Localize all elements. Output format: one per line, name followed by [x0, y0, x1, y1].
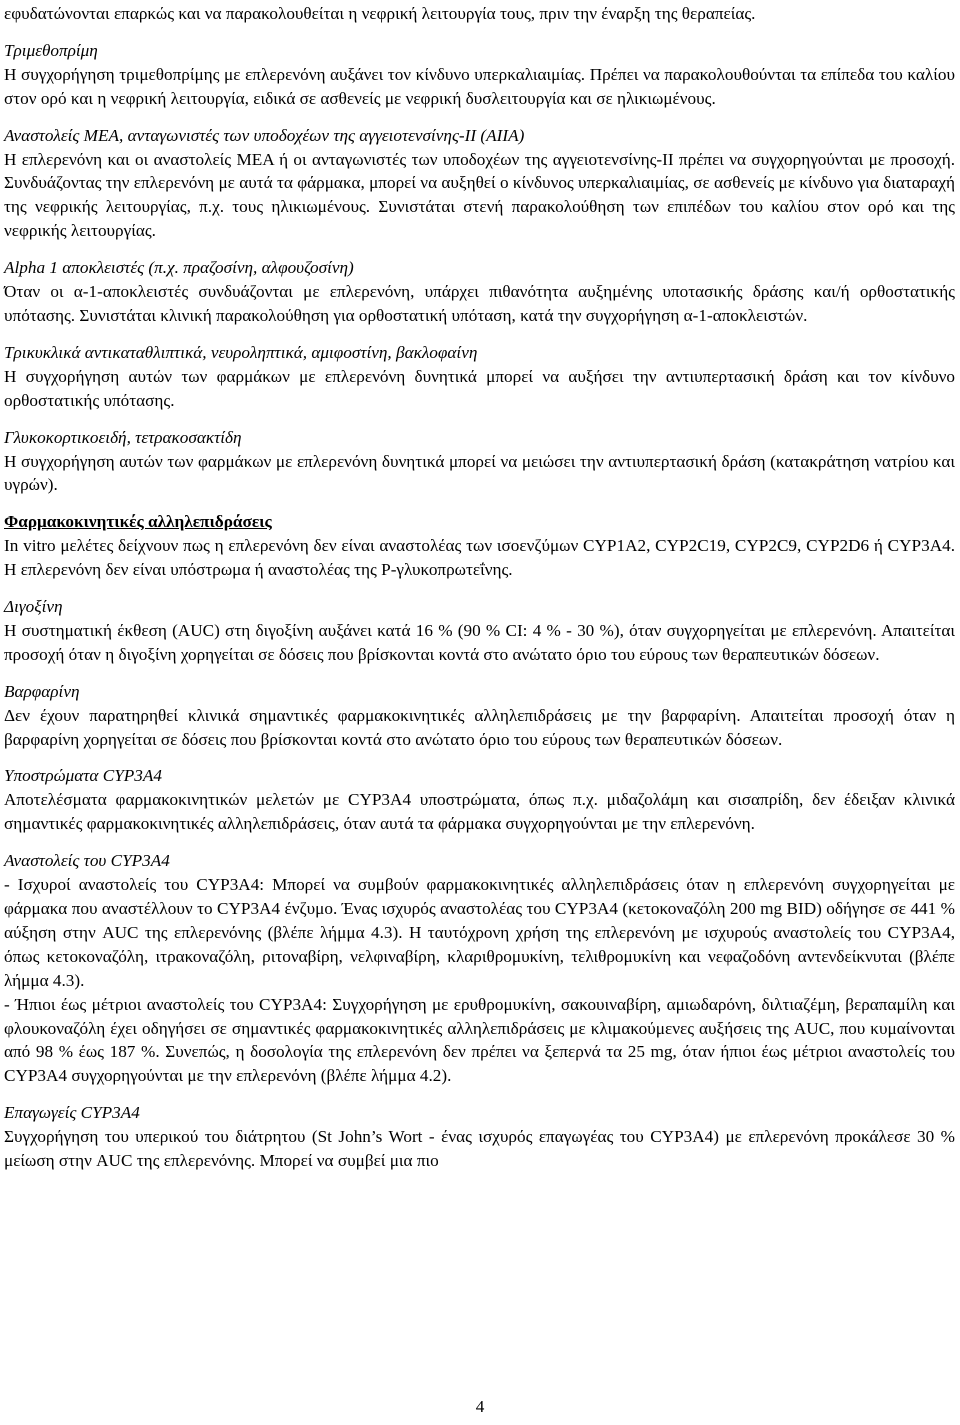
paragraph: - Ήπιοι έως μέτριοι αναστολείς του CYP3A4: Συγχορήγηση με ερυθρομυκίνη, σακουιναβίρη, αμιωδαρόνη, διλτιαζέμη, βεραπαμίλη και φλουκοναζόλη έχει οδηγήσει σε σημαντικές φαρμακοκινητικές αλληλεπιδράσεις με κλιμακούμενες αυξήσεις της AUC, που κυμαίνονται από 98 % έως 187 %. Συνεπώς, η δοσολογία της επλερενόνη δεν πρέπει να ξεπερνά τα 25 mg, όταν ήπιοι έως μέτριοι αναστολείς του CYP3A4 συγχορηγούνται με την επλερενόνη (βλέπε λήμμα 4.2). [4, 994, 955, 1086]
section-heading: Υποστρώματα CYP3A4 [4, 766, 162, 786]
paragraph: Αποτελέσματα φαρμακοκινητικών μελετών με CYP3A4 υποστρώματα, όπως π.χ. μιδαζολάμη και σισαπρίδη, δεν έδειξαν κλινικά σημαντικές φαρμακοκινητικές αλληλεπιδράσεις, όταν αυτά τα φάρμακα συγχορηγούνται με την επλερενόνη. [4, 790, 955, 834]
paragraph: Η συστηματική έκθεση (AUC) στη διγοξίνη αυξάνει κατά 16 % (90 % CI: 4 % - 30 %), όταν συγχορηγείται με επλερενόνη. Απαιτείται προσοχή όταν η διγοξίνη χορηγείται σε δόσεις που βρίσκονται κοντά στο ανώτατο όριο του εύρους των θεραπευτικών δόσεων. [4, 620, 955, 664]
section-trimethoprim [4, 39, 955, 111]
section-alpha1-blockers [4, 256, 955, 328]
section-glucocorticoids [4, 426, 955, 498]
document-body [4, 2, 955, 1186]
paragraph: Η επλερενόνη και οι αναστολείς ΜΕΑ ή οι ανταγωνιστές των υποδοχέων της αγγειοτενσίνης-ΙΙ πρέπει να συγχορηγούνται με προσοχή. Συνδυάζοντας την επλερενόνη με αυτά τα φάρμακα, μπορεί να αυξηθεί ο κίνδυνος υπερκαλιαιμίας, σε ασθενείς με κίνδυνο για διαταραχή της νεφρικής λειτουργίας, π.χ. τους ηλικιωμένους. Συνιστάται στενή παρακολούθηση των επιπέδων του καλίου στον ορό και της νεφρικής λειτουργίας. [4, 149, 955, 241]
paragraph: - Ισχυροί αναστολείς του CYP3A4: Μπορεί να συμβούν φαρμακοκινητικές αλληλεπιδράσεις όταν η επλερενόνη συγχορηγείται με φάρμακα που αναστέλλουν το CYP3A4 ένζυμο. Ένας ισχυρός αναστολέας του CYP3A4 (κετοκοναζόλη 200 mg BID) οδήγησε σε 441 % αύξηση στην AUC της επλερενόνης (βλέπε λήμμα 4.3). Η ταυτόχρονη χρήση της επλερενόνη με ισχυρούς αναστολείς του CYP3A4, όπως κετοκοναζόλη, ιτρακοναζόλη, ριτοναβίρη, νελφιναβίρη, κλαριθρομυκίνη, τελιθρομυκίνη και νεφαζοδόνη αντενδείκνυται (βλέπε λήμμα 4.3). [4, 875, 955, 990]
section-pharmacokinetic-interactions [4, 510, 955, 582]
paragraph: εφυδατώνονται επαρκώς και να παρακολουθείται η νεφρική λειτουργία τους, πριν την έναρξη της θεραπείας. [4, 4, 756, 23]
paragraph: Όταν οι α-1-αποκλειστές συνδυάζονται με επλερενόνη, υπάρχει πιθανότητα αυξημένης υποτασικής δράσης και/ή ορθοστατικής υπότασης. Συνιστάται κλινική παρακολούθηση για ορθοστατική υπόταση, κατά την συγχορήγηση α-1-αποκλειστών. [4, 282, 955, 325]
section-heading: Τρικυκλικά αντικαταθλιπτικά, νευροληπτικά, αμιφοστίνη, βακλοφαίνη [4, 342, 478, 362]
section-renal-monitoring [4, 2, 955, 26]
section-cyp3a4-inducers [4, 1101, 955, 1173]
section-ace-inhibitors [4, 124, 955, 244]
section-heading: Γλυκοκορτικοειδή, τετρακοσακτίδη [4, 427, 242, 447]
page-number: 4 [475, 1397, 485, 1416]
section-cyp3a4-substrates [4, 764, 955, 836]
section-heading: Διγοξίνη [4, 597, 63, 617]
section-heading: Επαγωγείς CYP3A4 [4, 1103, 140, 1123]
section-heading: Τριμεθοπρίμη [4, 40, 98, 60]
section-heading: Φαρμακοκινητικές αλληλεπιδράσεις [4, 512, 272, 532]
section-warfarin [4, 680, 955, 752]
section-cyp3a4-inhibitors [4, 849, 955, 1088]
paragraph: Η συγχορήγηση αυτών των φαρμάκων με επλερενόνη δυνητικά μπορεί να μειώσει την αντιυπερτασική δράση (κατακράτηση νατρίου και υγρών). [4, 451, 955, 495]
paragraph: Δεν έχουν παρατηρηθεί κλινικά σημαντικές φαρμακοκινητικές αλληλεπιδράσεις με την βαρφαρίνη. Απαιτείται προσοχή όταν η βαρφαρίνη χορηγείται σε δόσεις που βρίσκονται κοντά στο ανώτατο όριο του εύρους των θεραπευτικών δόσεων. [4, 705, 955, 749]
section-heading: Βαρφαρίνη [4, 681, 80, 701]
section-heading: Αναστολείς του CYP3A4 [4, 851, 170, 871]
section-heading: Alpha 1 αποκλειστές (π.χ. πραζοσίνη, αλφουζοσίνη) [4, 258, 354, 278]
paragraph: Η συγχορήγηση αυτών των φαρμάκων με επλερενόνη δυνητικά μπορεί να αυξήσει την αντιυπερτασική δράση και τον κίνδυνο ορθοστατικής υπότασης. [4, 366, 955, 410]
section-digoxin [4, 595, 955, 667]
paragraph: In vitro μελέτες δείχνουν πως η επλερενόνη δεν είναι αναστολέας των ισοενζύμων CYP1A2, CYP2C19, CYP2C9, CYP2D6 ή CYP3A4. Η επλερενόνη δεν είναι υπόστρωμα ή αναστολέας της P-γλυκοπρωτεΐνης. [4, 536, 955, 580]
paragraph: Η συγχορήγηση τριμεθοπρίμης με επλερενόνη αυξάνει τον κίνδυνο υπερκαλιαιμίας. Πρέπει να παρακολουθούνται τα επίπεδα του καλίου στον ορό και η νεφρική λειτουργία, ειδικά σε ασθενείς με νεφρική δυσλειτουργία και σε ηλικιωμένους. [4, 64, 955, 108]
section-heading: Αναστολείς ΜΕΑ, ανταγωνιστές των υποδοχέων της αγγειοτενσίνης-ΙΙ (ΑΙΙΑ) [4, 125, 525, 145]
section-tricyclic-antidepressants [4, 341, 955, 413]
paragraph: Συγχορήγηση του υπερικού του διάτρητου (St John’s Wort - ένας ισχυρός επαγωγέας του CYP3A4) με επλερενόνη προκάλεσε 30 % μείωση στην AUC της επλερενόνης. Μπορεί να συμβεί μια πιο [4, 1127, 955, 1171]
